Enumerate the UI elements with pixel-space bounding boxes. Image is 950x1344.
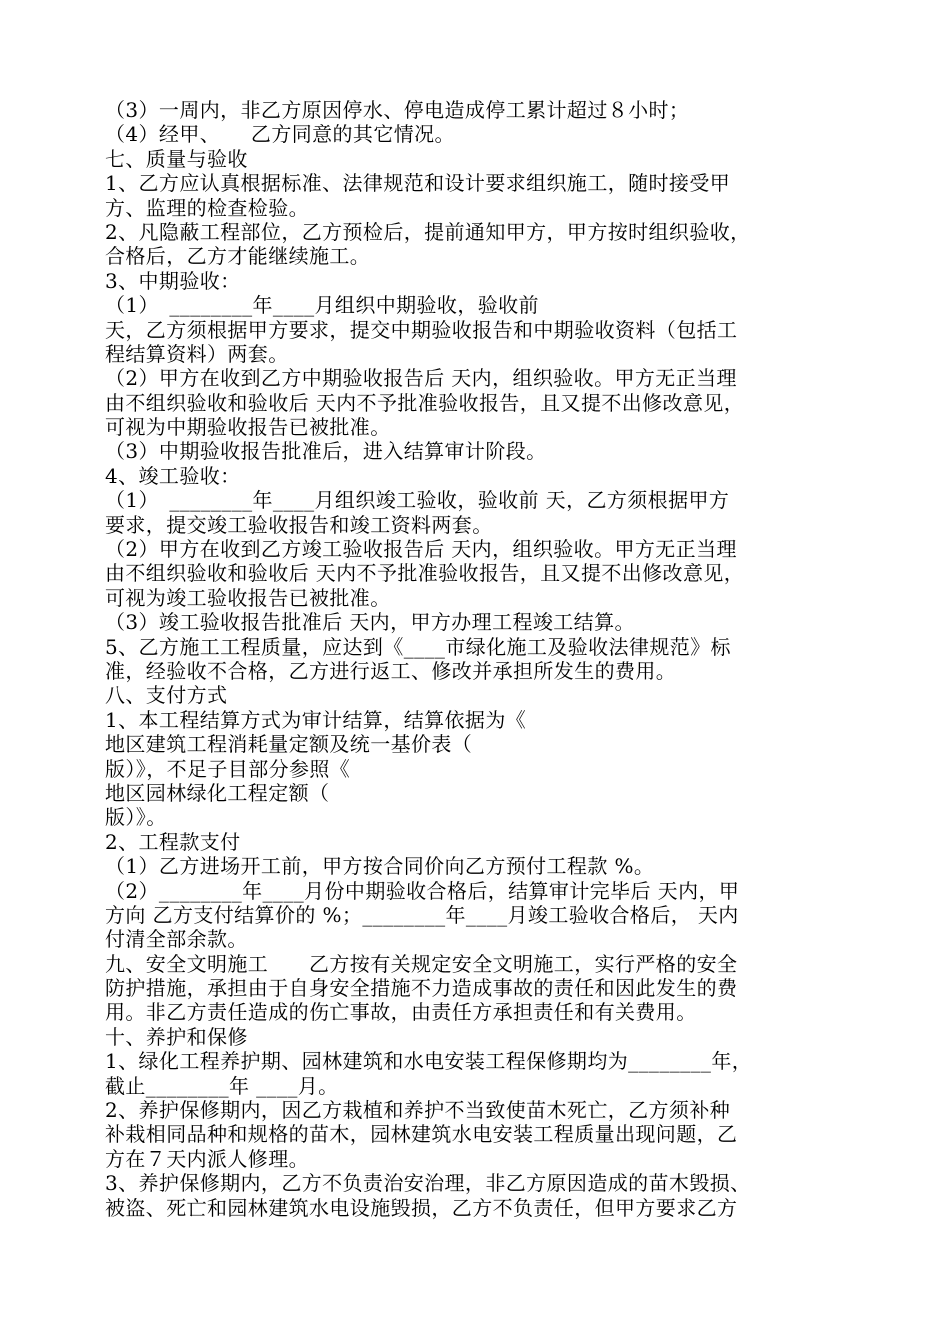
text-line: 1、乙方应认真根据标准、法律规范和设计要求组织施工，随时接受甲 (105, 171, 731, 196)
section-heading: 十、养护和保修 (105, 1024, 248, 1049)
text-line: （3）竣工验收报告批准后 天内，甲方办理工程竣工结算。 (105, 610, 635, 635)
text-line: （2）________年____月份中期验收合格后，结算审计完毕后 天内，甲 (105, 878, 740, 903)
text-line: （2）甲方在收到乙方竣工验收报告后 天内，组织验收。甲方无正当理 (105, 537, 737, 562)
text-line: 3、养护保修期内，乙方不负责治安治理，非乙方原因造成的苗木毁损、 (105, 1171, 751, 1196)
document-body (105, 98, 865, 1220)
text-line: 方向 乙方支付结算价的 %；________年____月竣工验收合格后， 天内 (105, 902, 739, 927)
section-heading: 八、支付方式 (105, 683, 228, 708)
text-line: 2、凡隐蔽工程部位，乙方预检后，提前通知甲方，甲方按时组织验收， (105, 219, 751, 244)
text-line: 可视为中期验收报告已被批准。 (105, 415, 391, 440)
text-line: 程结算资料）两套。 (105, 341, 289, 366)
text-line: 版）》。 (105, 805, 167, 830)
text-line: 方在７天内派人修理。 (105, 1146, 309, 1171)
text-line: （2）甲方在收到乙方中期验收报告后 天内，组织验收。甲方无正当理 (105, 366, 737, 391)
text-line: 1、绿化工程养护期、园林建筑和水电安装工程保修期均为________年， (105, 1049, 753, 1074)
text-line: 由不组织验收和验收后 天内不予批准验收报告，且又提不出修改意见， (105, 561, 745, 586)
text-line: 防护措施，承担由于自身安全措施不力造成事故的责任和因此发生的费 (105, 976, 738, 1001)
text-line: 由不组织验收和验收后 天内不予批准验收报告，且又提不出修改意见， (105, 390, 745, 415)
text-line: 准，经验收不合格，乙方进行返工、修改并承担所发生的费用。 (105, 658, 677, 683)
text-line: 天，乙方须根据甲方要求，提交中期验收报告和中期验收资料（包括工 (105, 317, 738, 342)
text-line: 1、本工程结算方式为审计结算，结算依据为《 (105, 707, 527, 732)
text-line: （1） ________年____月组织竣工验收，验收前 天，乙方须根据甲方 (105, 488, 730, 513)
section-heading: 九、安全文明施工 乙方按有关规定安全文明施工，实行严格的安全 (105, 951, 738, 976)
text-line: （1） ________年____月组织中期验收，验收前 (105, 293, 539, 318)
text-line: 可视为竣工验收报告已被批准。 (105, 585, 391, 610)
text-line: （3）一周内，非乙方原因停水、停电造成停工累计超过８小时； (105, 98, 690, 122)
text-line: 要求，提交竣工验收报告和竣工资料两套。 (105, 512, 493, 537)
text-line: 2、养护保修期内，因乙方栽植和养护不当致使苗木死亡，乙方须补种 (105, 1098, 731, 1123)
text-line: 方、监理的检查检验。 (105, 195, 309, 220)
section-heading: 七、质量与验收 (105, 146, 248, 171)
subsection-heading: 2、工程款支付 (105, 829, 241, 854)
text-line: 截止________年 ____月。 (105, 1073, 339, 1098)
text-line: 补栽相同品种和规格的苗木，园林建筑水电安装工程质量出现问题，乙 (105, 1122, 738, 1147)
text-line: （1）乙方进场开工前，甲方按合同价向乙方预付工程款 %。 (105, 854, 655, 879)
text-line: 版）》，不足子目部分参照《 (105, 756, 351, 781)
text-line: （3）中期验收报告批准后，进入结算审计阶段。 (105, 439, 547, 464)
text-line: 用。非乙方责任造成的伤亡事故，由责任方承担责任和有关费用。 (105, 1000, 697, 1025)
text-line: 被盗、死亡和园林建筑水电设施毁损，乙方不负责任，但甲方要求乙方 (105, 1195, 738, 1220)
text-line: （4）经甲、 乙方同意的其它情况。 (105, 122, 455, 147)
text-line: 5、乙方施工工程质量，应达到《____市绿化施工及验收法律规范》标 (105, 634, 731, 659)
subsection-heading: 4、竣工验收： (105, 463, 241, 488)
subsection-heading: 3、中期验收： (105, 268, 241, 293)
text-line: 地区园林绿化工程定额（ (105, 780, 330, 805)
text-line: 地区建筑工程消耗量定额及统一基价表（ (105, 732, 473, 757)
text-line: 合格后，乙方才能继续施工。 (105, 244, 371, 269)
text-line: 付清全部余款。 (105, 927, 248, 952)
